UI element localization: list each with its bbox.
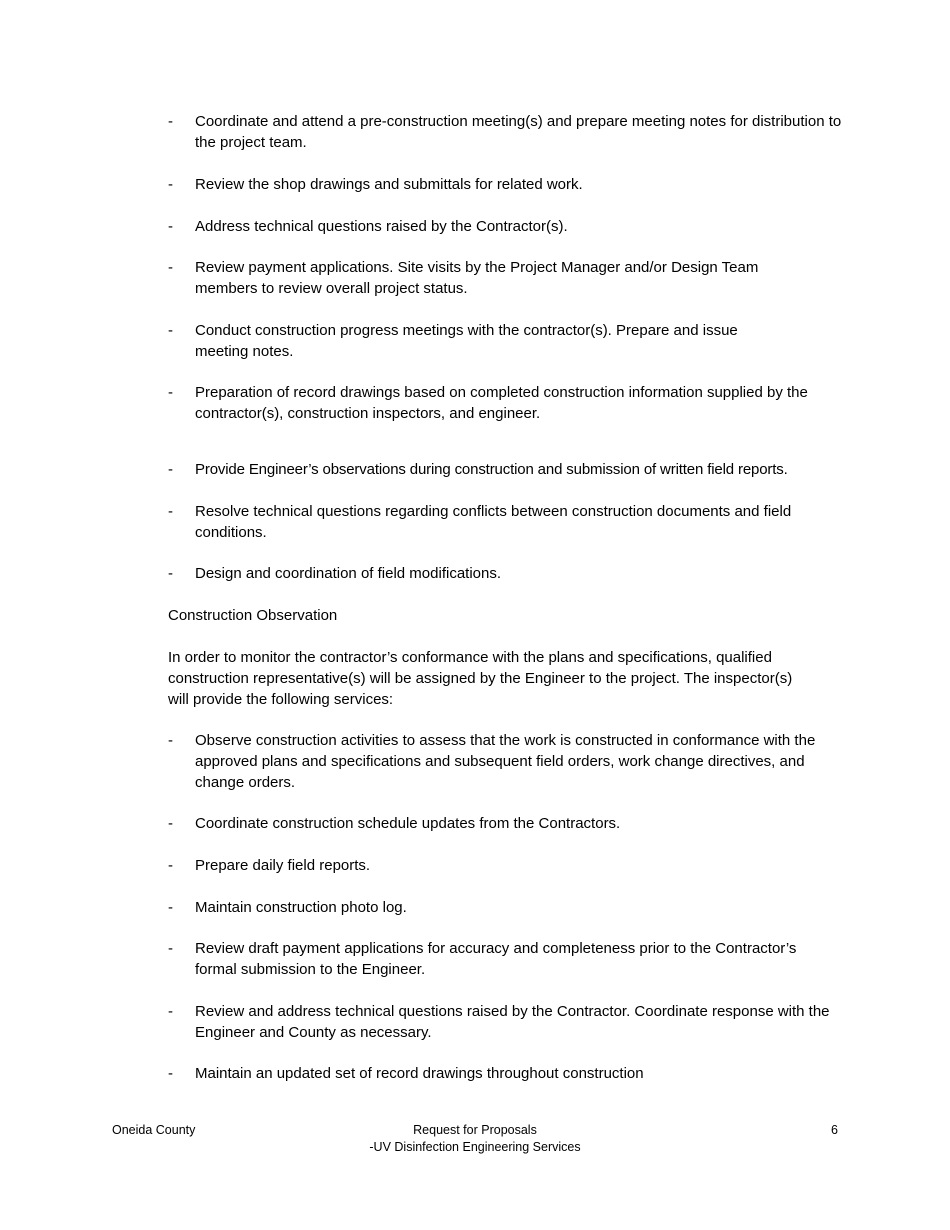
list-item [168,855,848,876]
bullet-marker: - [168,461,173,478]
list-item-text: Preparation of record drawings based on completed construction information supplied by the contractor(s), construction inspectors, and engineer. [195,384,808,422]
list-item-text: Review draft payment applications for accuracy and completeness prior to the Contractor’s formal submission to the Engineer. [195,940,797,978]
footer-title-line2: -UV Disinfection Engineering Services [369,1140,581,1154]
bullet-marker: - [168,1003,173,1020]
bullet-marker: - [168,1065,173,1082]
list-item-text: Observe construction activities to assess that the work is constructed in conformance with the approved plans and specifications and subsequent field orders, work change directives, and change orders. [195,732,816,791]
page-number: 6 [831,1123,838,1137]
list-item-text: Provide Engineer’s observations during construction and submission of written field reports. [195,461,788,478]
bullet-marker: - [168,899,173,916]
footer-title [325,1122,625,1156]
footer-organization: Oneida County [112,1123,196,1137]
list-item [168,897,848,918]
list-item-text: Prepare daily field reports. [195,857,371,874]
bullet-marker: - [168,322,173,339]
list-item [168,216,848,237]
list-item [168,730,848,793]
list-item [168,257,848,299]
intro-paragraph: In order to monitor the contractor’s conformance with the plans and specifications, qualified construction representative(s) will be assigned by the Engineer to the project. The inspector(s) will provide the following services: [168,649,793,708]
list-item [168,111,848,153]
list-item [168,320,848,362]
bullet-marker: - [168,384,173,401]
section-heading: Construction Observation [168,607,338,624]
list-item [168,501,848,543]
list-item-text: Coordinate and attend a pre-construction meeting(s) and prepare meeting notes for distribution to the project team. [195,113,842,151]
bullet-marker: - [168,732,173,749]
list-item-text: Conduct construction progress meetings with the contractor(s). Prepare and issue meeting notes. [195,322,738,360]
list-item-text: Address technical questions raised by the Contractor(s). [195,218,568,235]
footer-title-line1: Request for Proposals [413,1123,537,1137]
list-item-text: Coordinate construction schedule updates from the Contractors. [195,815,621,832]
bullet-marker: - [168,857,173,874]
list-item-text: Resolve technical questions regarding conflicts between construction documents and field conditions. [195,503,792,541]
list-item-text: Design and coordination of field modifications. [195,565,502,582]
list-item-text: Review and address technical questions raised by the Contractor. Coordinate response with the Engineer and County as necessary. [195,1003,830,1041]
list-item [168,813,848,834]
list-item-text: Review payment applications. Site visits by the Project Manager and/or Design Team members to review overall project status. [195,259,759,297]
bullet-marker: - [168,176,173,193]
bullet-marker: - [168,259,173,276]
bullet-marker: - [168,815,173,832]
list-item [168,382,848,424]
list-item [168,459,848,480]
bullet-marker: - [168,940,173,957]
list-item [168,938,848,980]
bullet-marker: - [168,503,173,520]
list-item-text: Maintain an updated set of record drawings throughout construction [195,1065,644,1082]
list-item [168,563,848,584]
list-item-text: Review the shop drawings and submittals for related work. [195,176,583,193]
list-item [168,174,848,195]
list-item [168,1063,848,1084]
bullet-marker: - [168,113,173,130]
list-item [168,1001,848,1043]
bullet-marker: - [168,218,173,235]
bullet-marker: - [168,565,173,582]
list-item-text: Maintain construction photo log. [195,899,407,916]
